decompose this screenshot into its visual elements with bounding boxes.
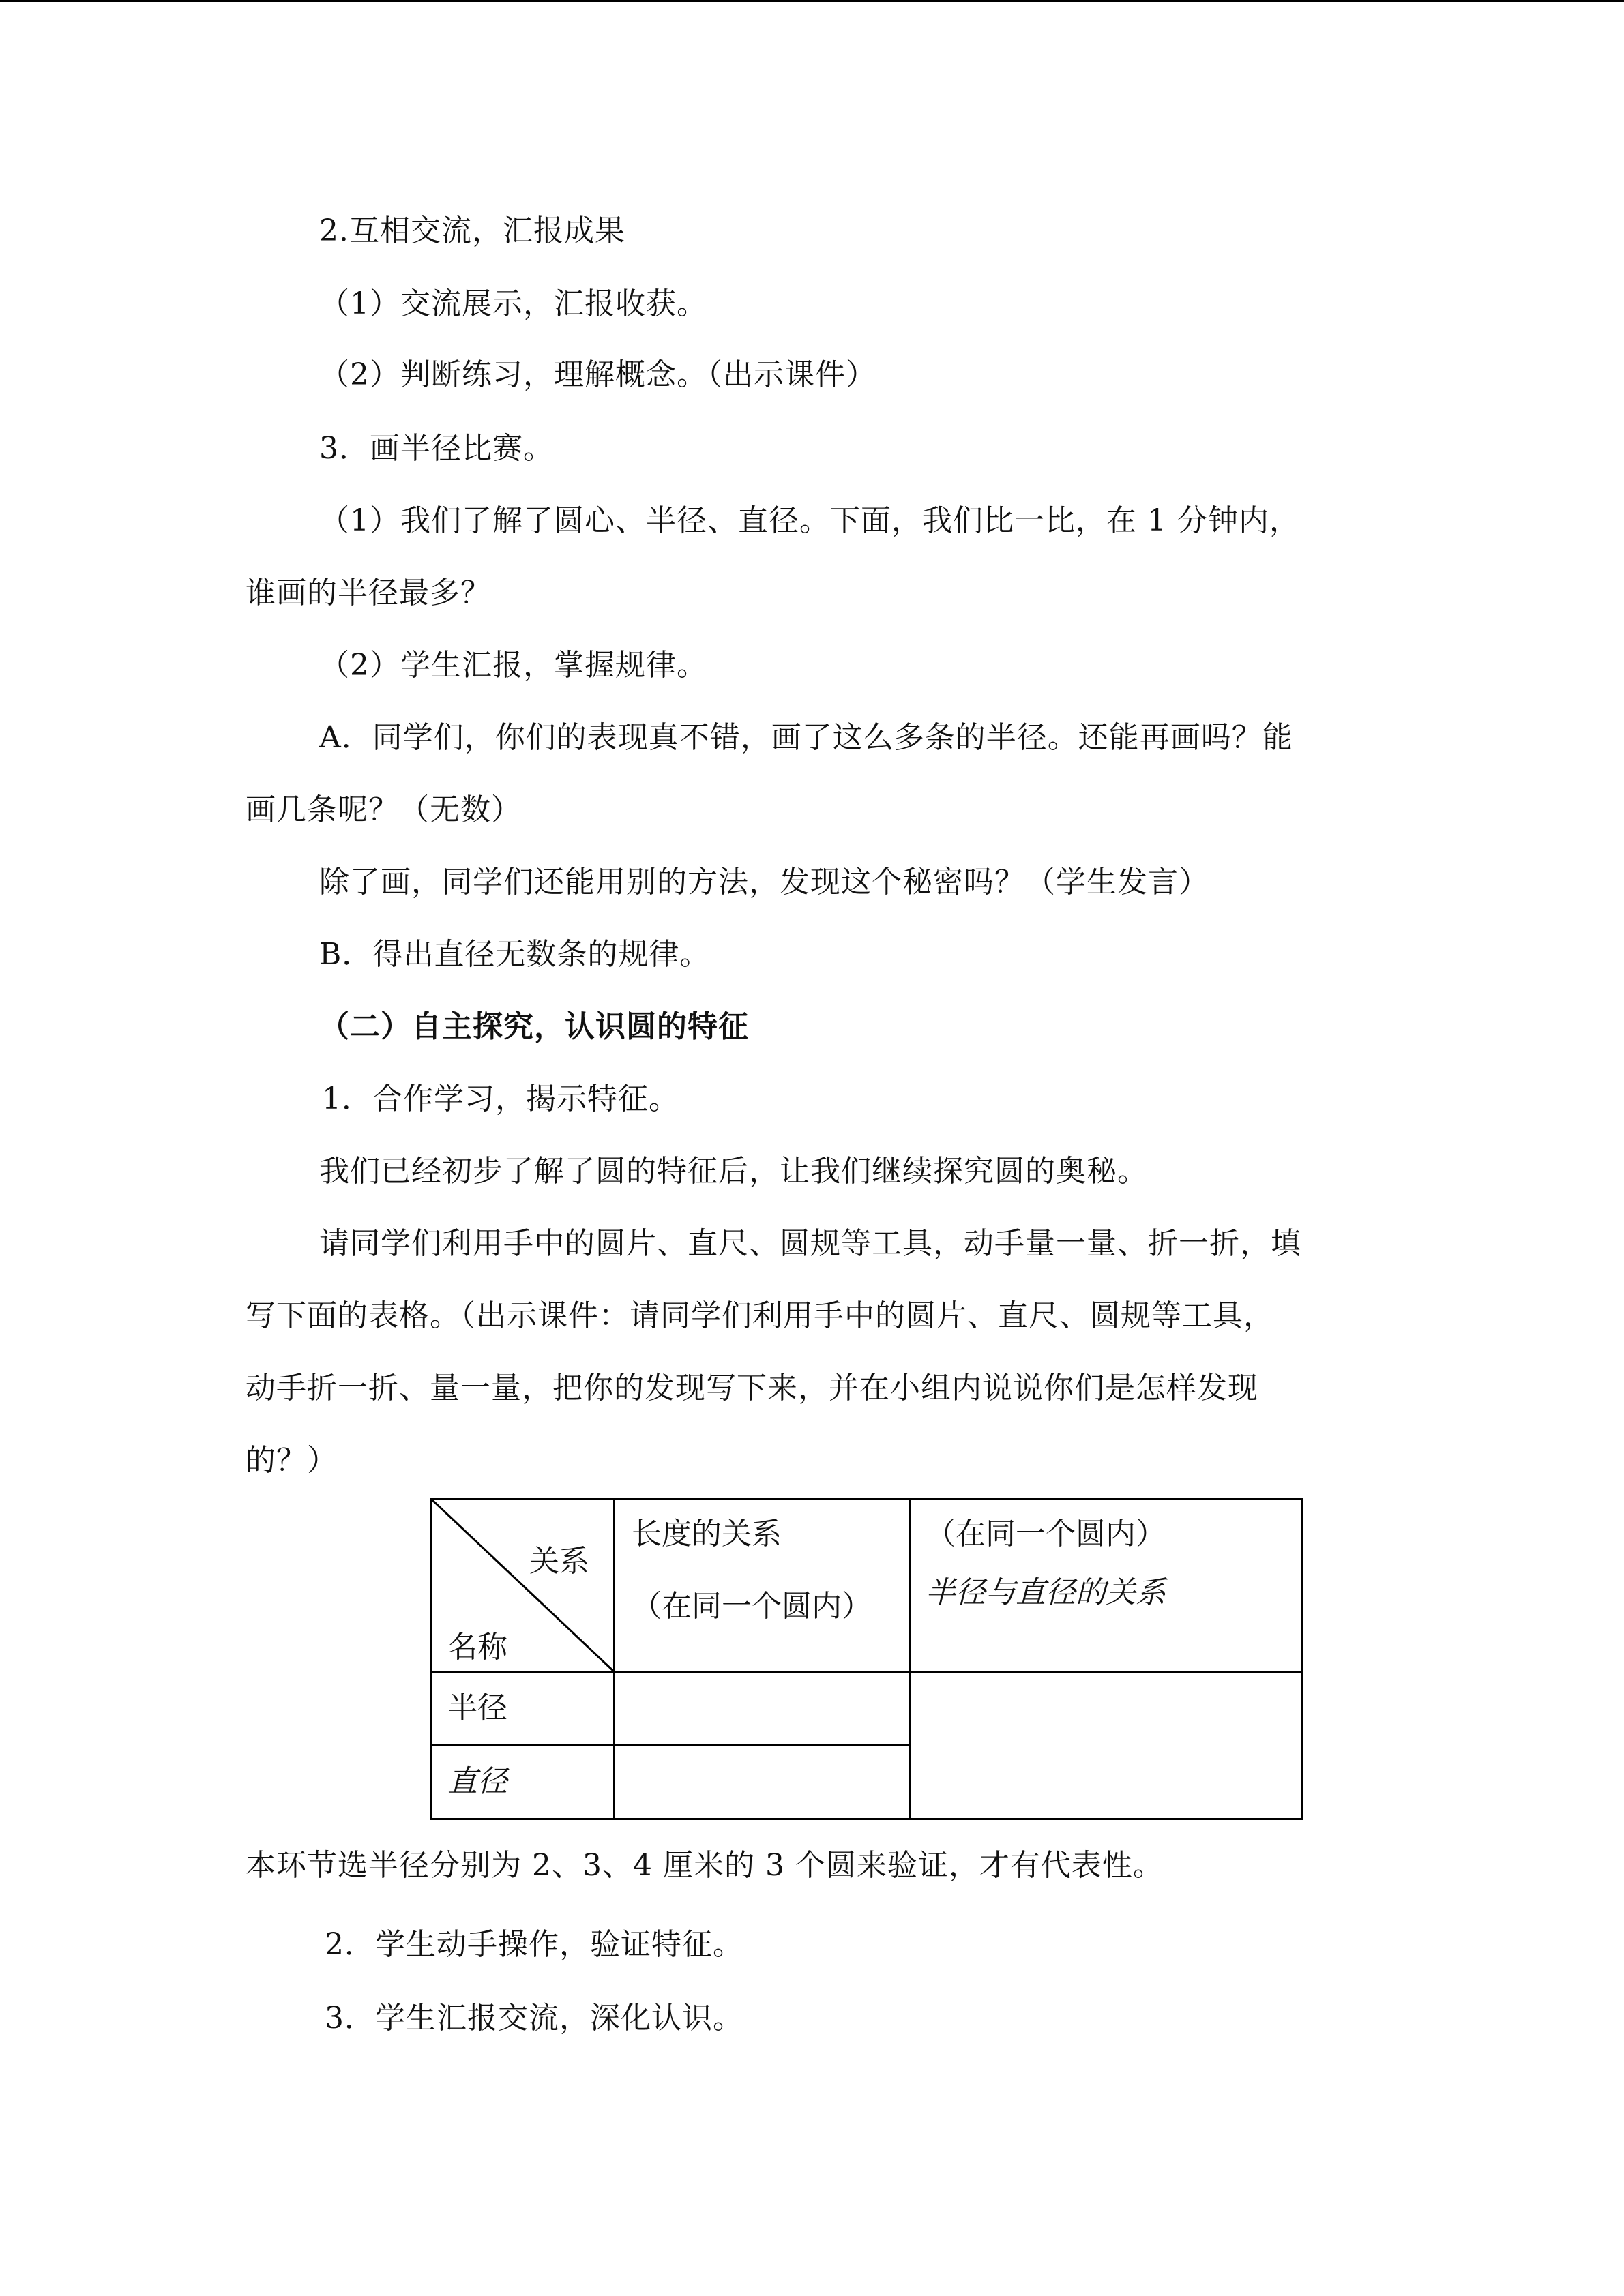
header-relation-line1: （在同一个圆内） (926, 1517, 1166, 1551)
table-header-row (432, 1500, 1302, 1672)
relation-table (430, 1498, 1303, 1820)
paragraph-verify: 本环节选半径分别为 2、3、4 厘米的 3 个圆来验证，才有代表性。 (246, 1848, 1164, 1883)
paragraph-report: （2）学生汇报，掌握规律。 (319, 648, 707, 683)
corner-label-relation: 关系 (529, 1544, 589, 1579)
paragraph-operate: 2．学生动手操作，验证特征。 (325, 1927, 743, 1962)
table-cell-empty (615, 1672, 910, 1746)
paragraph-b: B．得出直径无数条的规律。 (319, 937, 711, 972)
table-cell-empty (615, 1746, 910, 1819)
paragraph-intro: 我们已经初步了解了圆的特征后，让我们继续探究圆的奥秘。 (319, 1154, 1148, 1189)
section-title-radius-contest: 3．画半径比赛。 (319, 431, 554, 466)
paragraph-deepen: 3．学生汇报交流，深化认识。 (325, 2001, 743, 2036)
corner-label-name: 名称 (447, 1630, 507, 1665)
paragraph-task-line3: 动手折一折、量一量，把你的发现写下来，并在小组内说说你们是怎样发现 (246, 1371, 1258, 1405)
paragraph-other-method: 除了画，同学们还能用别的方法，发现这个秘密吗？（学生发言） (319, 865, 1209, 899)
header-length-line2: （在同一个圆内） (632, 1589, 872, 1624)
table-cell-merged-empty (910, 1672, 1302, 1819)
paragraph-cooperative: 1．合作学习，揭示特征。 (322, 1082, 679, 1116)
paragraph-contest-line2: 谁画的半径最多？ (246, 576, 491, 610)
table-row (432, 1672, 1302, 1746)
row-label-radius: 半径 (447, 1690, 507, 1725)
header-relation-line2: 半径与直径的关系 (926, 1575, 1166, 1610)
paragraph-task-line2: 写下面的表格。（出示课件：请同学们利用手中的圆片、直尺、圆规等工具， (246, 1298, 1274, 1333)
table-header-length (615, 1500, 910, 1672)
paragraph-task-line4: 的？） (246, 1443, 338, 1478)
section-heading-explore: （二）自主探究，认识圆的特征 (319, 1009, 749, 1044)
paragraph-contest-line1: （1）我们了解了圆心、半径、直径。下面，我们比一比，在 1 分钟内， (319, 503, 1300, 538)
paragraph-item-2: （2）判断练习，理解概念。（出示课件） (319, 357, 876, 392)
table-corner-cell (432, 1500, 615, 1672)
section-title-exchange: 2.互相交流，汇报成果 (319, 213, 625, 248)
header-length-line1: 长度的关系 (632, 1517, 782, 1551)
paragraph-a-line1: A．同学们，你们的表现真不错，画了这么多条的半径。还能再画吗？能 (319, 720, 1293, 755)
paragraph-item-1: （1）交流展示，汇报收获。 (319, 286, 707, 321)
paragraph-a-line2: 画几条呢？（无数） (246, 792, 522, 827)
paragraph-task-line1: 请同学们利用手中的圆片、直尺、圆规等工具，动手量一量、折一折，填 (319, 1226, 1301, 1261)
row-label-cell (432, 1672, 615, 1746)
table-header-relation (910, 1500, 1302, 1672)
row-label-cell (432, 1746, 615, 1819)
row-label-diameter: 直径 (447, 1764, 507, 1799)
